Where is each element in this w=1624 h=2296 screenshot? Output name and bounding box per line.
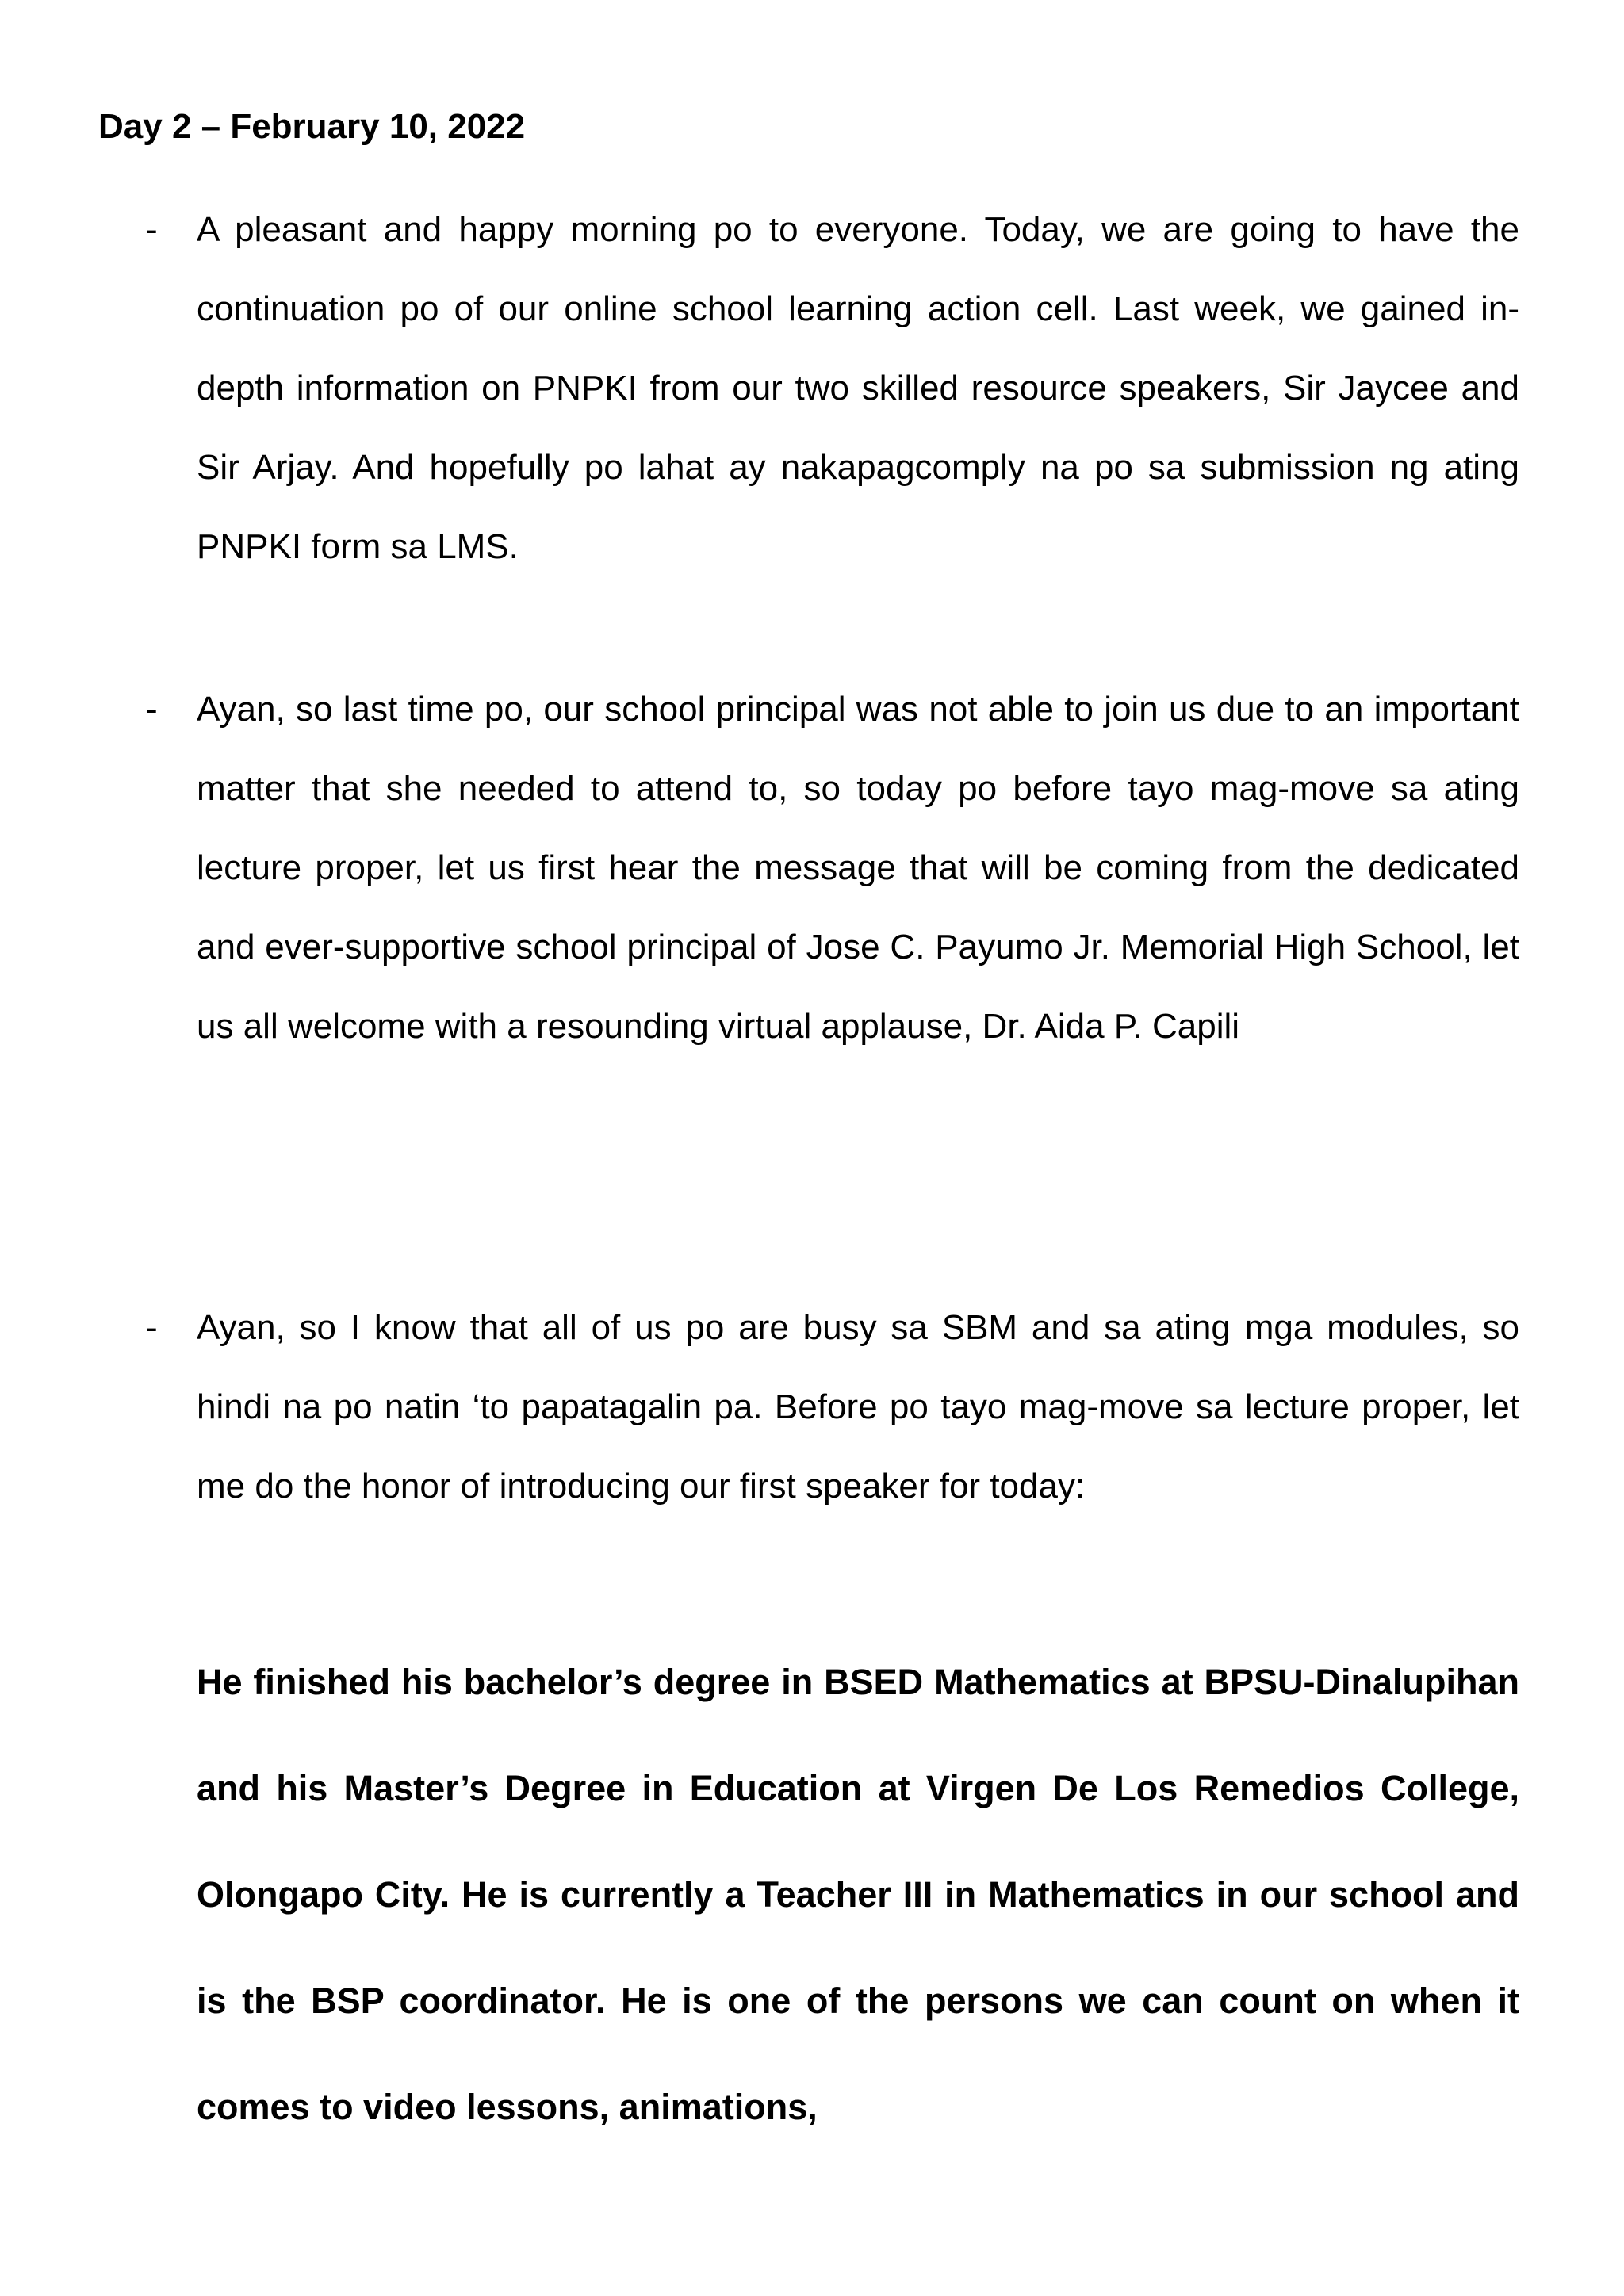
speaker-bio: He finished his bachelor’s degree in BSED Mathematics at BPSU-Dinalupihan and his Master’s Degree in Education at Virgen De Los Remedios College, Olongapo City. He is currently a Teacher III in Mathematics in our school and is the BSP coordinator. He is one of the persons we can count on when it comes to video lessons, animations, — [197, 1662, 1519, 2127]
list-item-text: A pleasant and happy morning po to everyone. Today, we are going to have the continuation po of our online school learning action cell. Last week, we gained in-depth information on PNPKI from our two skilled resource speakers, Sir Jaycee and Sir Arjay. And hopefully po lahat ay nakapagcomply na po sa submission ng ating PNPKI form sa LMS. — [197, 210, 1519, 566]
bullet-dash: - — [146, 210, 158, 249]
list-item-text: Ayan, so I know that all of us po are busy sa SBM and sa ating mga modules, so hindi na po natin ‘to papatagalin pa. Before po tayo mag-move sa lecture proper, let me do the honor of introducing our first speaker for today: — [197, 1308, 1519, 1506]
page-heading: Day 2 – February 10, 2022 — [98, 107, 526, 146]
bullet-dash: - — [146, 1308, 158, 1347]
bullet-dash: - — [146, 690, 158, 729]
list-item-text: Ayan, so last time po, our school principal was not able to join us due to an important matter that she needed to attend to, so today po before tayo mag-move sa ating lecture proper, let us first hear the message that will be coming from the dedicated and ever-supportive school principal of Jose C. Payumo Jr. Memorial High School, let us all welcome with a resounding virtual applause, Dr. Aida P. Capili — [197, 690, 1519, 1046]
